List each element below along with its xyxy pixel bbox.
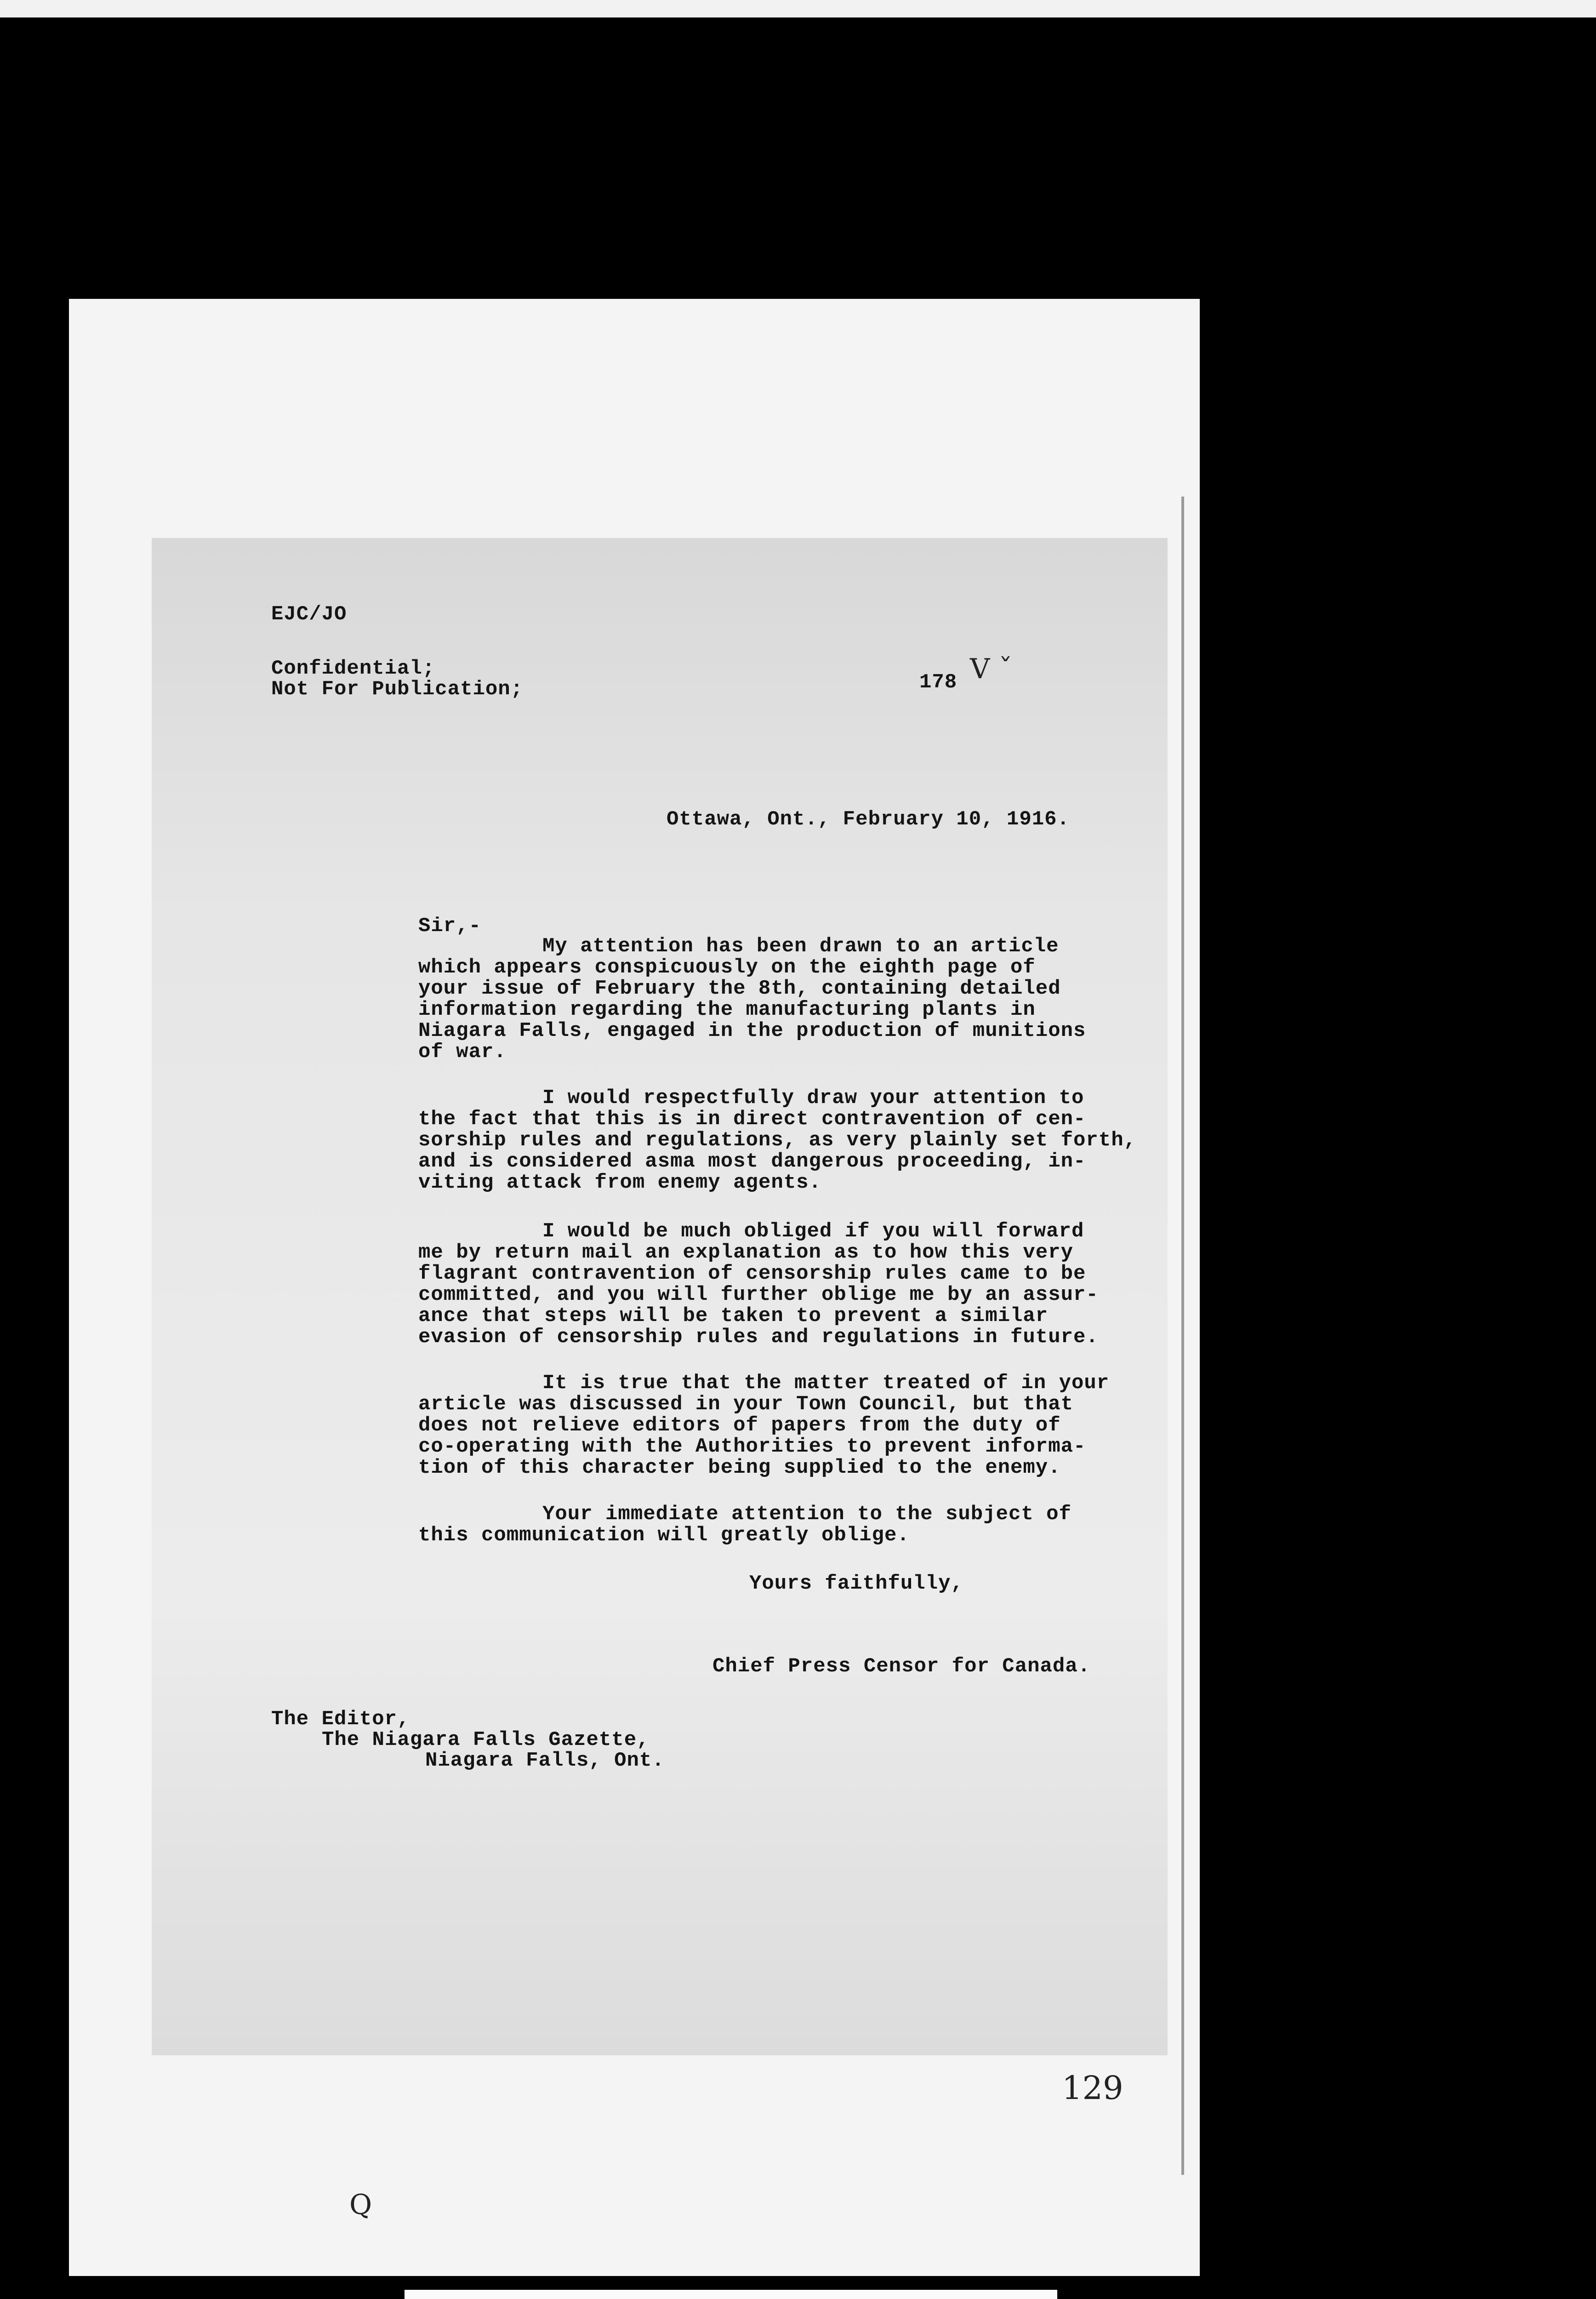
file-number: 178 — [919, 671, 958, 694]
addressee-line-1: The Editor, — [271, 1708, 410, 1731]
paragraph-1 — [418, 936, 1086, 1063]
closing: Yours faithfully, — [749, 1572, 963, 1595]
text-line: co-operating with the Authorities to prevent informa- — [418, 1435, 1086, 1458]
text-line: which appears conspicuously on the eighth page of — [418, 956, 1036, 979]
date-line: Ottawa, Ont., February 10, 1916. — [667, 808, 1070, 831]
text-line: ance that steps will be taken to prevent a similar — [418, 1304, 1049, 1327]
text-line: this communication will greatly oblige. — [418, 1524, 910, 1547]
text-line: evasion of censorship rules and regulations in future. — [418, 1326, 1099, 1349]
text-line: viting attack from enemy agents. — [418, 1171, 821, 1194]
reference-code: EJC/JO — [271, 603, 347, 626]
classification-confidential: Confidential; — [271, 657, 435, 680]
text-line: Niagara Falls, engaged in the production of munitions — [418, 1019, 1086, 1042]
text-line: and is considered asma most dangerous proceeding, in- — [418, 1150, 1086, 1173]
text-line: of war. — [418, 1041, 507, 1064]
classification-not-for-publication: Not For Publication; — [271, 678, 524, 701]
top-margin-strip — [0, 0, 1596, 17]
text-line: I would respectfully draw your attention to — [542, 1087, 1084, 1109]
handwritten-file-mark: V ˇ — [970, 653, 1013, 685]
text-line: sorship rules and regulations, as very plainly set forth, — [418, 1129, 1137, 1152]
paragraph-3 — [418, 1221, 1099, 1348]
text-line: Your immediate attention to the subject of — [542, 1503, 1072, 1526]
text-line: does not relieve editors of papers from the duty of — [418, 1414, 1061, 1437]
paragraph-2 — [418, 1087, 1136, 1193]
handwritten-corner-mark: Q — [349, 2189, 372, 2221]
text-line: My attention has been drawn to an article — [542, 935, 1059, 958]
text-line: information regarding the manufacturing plants in — [418, 998, 1036, 1021]
salutation: Sir,- — [418, 915, 482, 938]
text-line: the fact that this is in direct contravention of cen- — [418, 1108, 1086, 1131]
paragraph-4 — [418, 1373, 1109, 1478]
addressee-line-3: Niagara Falls, Ont. — [425, 1749, 665, 1772]
text-line: I would be much obliged if you will forward — [542, 1220, 1084, 1243]
sheet-edge — [1181, 497, 1184, 2175]
text-line: committed, and you will further oblige me by an assur- — [418, 1283, 1099, 1306]
paragraph-5 — [418, 1504, 1072, 1546]
text-line: me by return mail an explanation as to how this very — [418, 1241, 1074, 1264]
archive-label-card — [405, 2290, 1057, 2299]
text-line: tion of this character being supplied to the enemy. — [418, 1456, 1061, 1479]
signature-title: Chief Press Censor for Canada. — [712, 1655, 1091, 1678]
addressee-line-2: The Niagara Falls Gazette, — [322, 1728, 650, 1751]
handwritten-page-number: 129 — [1062, 2069, 1123, 2107]
text-line: flagrant contravention of censorship rules came to be — [418, 1262, 1086, 1285]
text-line: It is true that the matter treated of in your — [542, 1372, 1110, 1395]
text-line: your issue of February the 8th, containing detailed — [418, 977, 1061, 1000]
text-line: article was discussed in your Town Council, but that — [418, 1393, 1074, 1416]
